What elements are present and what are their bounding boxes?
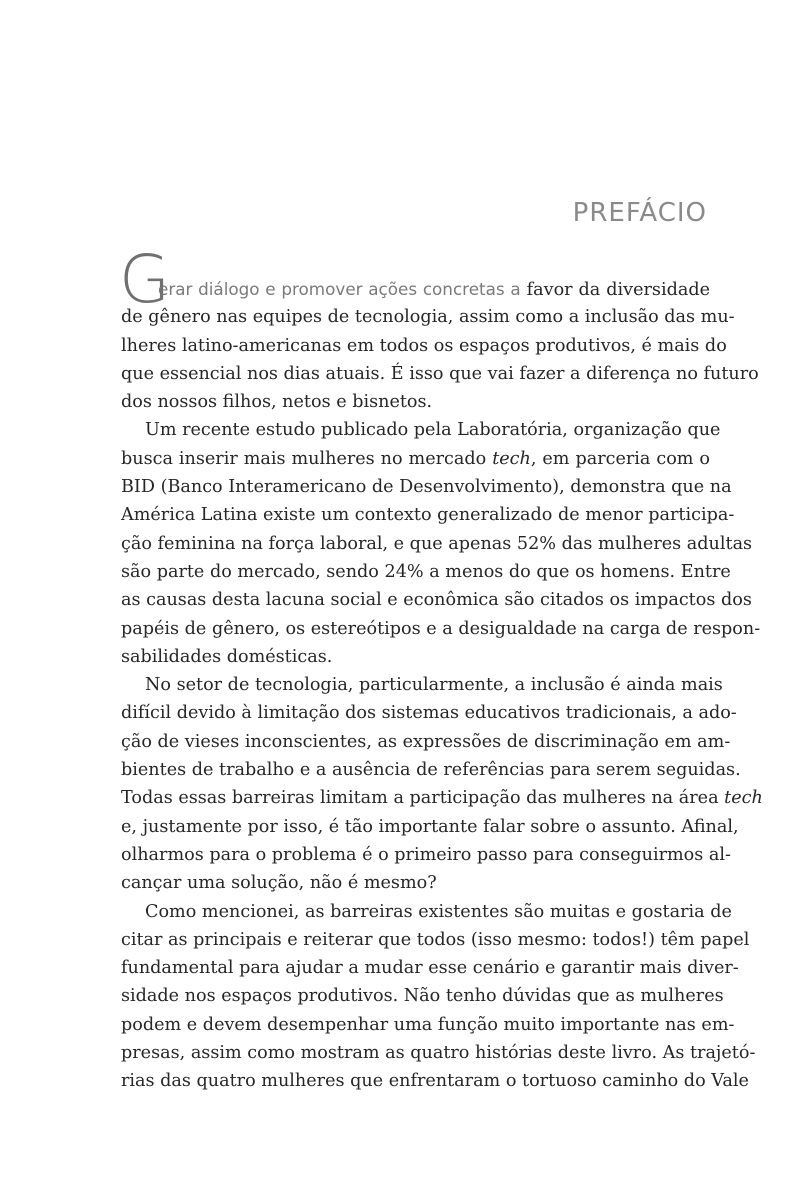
paragraph-2 <box>121 416 761 671</box>
text-line: Como mencionei, as barreiras existentes são muitas e gostaria de <box>145 901 732 922</box>
text-line <box>121 784 763 812</box>
text-line: sidade nos espaços produtivos. Não tenho dúvidas que as mulheres <box>121 986 724 1007</box>
text-line: cançar uma solução, não é mesmo? <box>121 873 437 894</box>
text-line: ção de vieses inconscientes, as expressões de discriminação em am- <box>121 731 731 752</box>
text-line: olharmos para o problema é o primeiro passo para conseguirmos al- <box>121 844 731 865</box>
text-line: No setor de tecnologia, particularmente, a inclusão é ainda mais <box>145 675 723 696</box>
paragraph-4 <box>121 898 756 1096</box>
body-text <box>119 241 763 1096</box>
text-line: difícil devido à limitação dos sistemas educativos tradicionais, a ado- <box>121 703 737 724</box>
text-line: fundamental para ajudar a mudar esse cenário e garantir mais diver- <box>121 958 739 979</box>
paragraph-3 <box>121 671 763 897</box>
italic-term: tech <box>724 788 763 809</box>
text-line: podem e devem desempenhar uma função muito importante nas em- <box>121 1014 735 1035</box>
text-segment: busca inserir mais mulheres no mercado <box>121 448 487 469</box>
lead-rest-text: favor da diversidade <box>526 280 710 300</box>
text-line: de gênero nas equipes de tecnologia, assim como a inclusão das mu- <box>121 307 735 328</box>
text-line: citar as principais e reiterar que todos (isso mesmo: todos!) têm papel <box>121 929 750 950</box>
text-line: presas, assim como mostram as quatro histórias deste livro. As trajetó- <box>121 1043 756 1064</box>
text-line: e, justamente por isso, é tão importante falar sobre o assunto. Afinal, <box>121 816 739 837</box>
paragraph-1 <box>119 241 759 416</box>
text-line: são parte do mercado, sendo 24% a menos do que os homens. Entre <box>121 561 731 582</box>
text-line: papéis de gênero, os estereótipos e a desigualdade na carga de respon- <box>121 618 761 639</box>
text-line <box>121 445 710 473</box>
text-line: rias das quatro mulheres que enfrentaram o tortuoso caminho do Vale <box>121 1071 749 1092</box>
text-line: sabilidades domésticas. <box>121 646 333 667</box>
text-line: bientes de trabalho e a ausência de referências para serem seguidas. <box>121 760 741 781</box>
text-line: Um recente estudo publicado pela Laboratória, organização que <box>145 420 721 441</box>
italic-term: tech <box>492 448 531 469</box>
text-line: América Latina existe um contexto generalizado de menor participa- <box>121 505 735 526</box>
chapter-title: PREFÁCIO <box>572 198 707 228</box>
text-line: BID (Banco Interamericano de Desenvolvimento), demonstra que na <box>121 477 732 498</box>
text-segment: , em parceria com o <box>530 448 711 469</box>
lead-in-text: erar diálogo e promover ações concretas a <box>158 279 521 299</box>
text-line: lheres latino-americanas em todos os espaços produtivos, é mais do <box>121 335 727 356</box>
text-line: que essencial nos dias atuais. É isso que vai fazer a diferença no futuro <box>121 363 759 384</box>
drop-cap: G <box>119 241 171 318</box>
text-line: dos nossos filhos, netos e bisnetos. <box>121 392 433 413</box>
text-line: ção feminina na força laboral, e que apenas 52% das mulheres adultas <box>121 533 753 554</box>
text-line: as causas desta lacuna social e econômica são citados os impactos dos <box>121 590 752 611</box>
text-segment: Todas essas barreiras limitam a participação das mulheres na área <box>121 788 719 809</box>
